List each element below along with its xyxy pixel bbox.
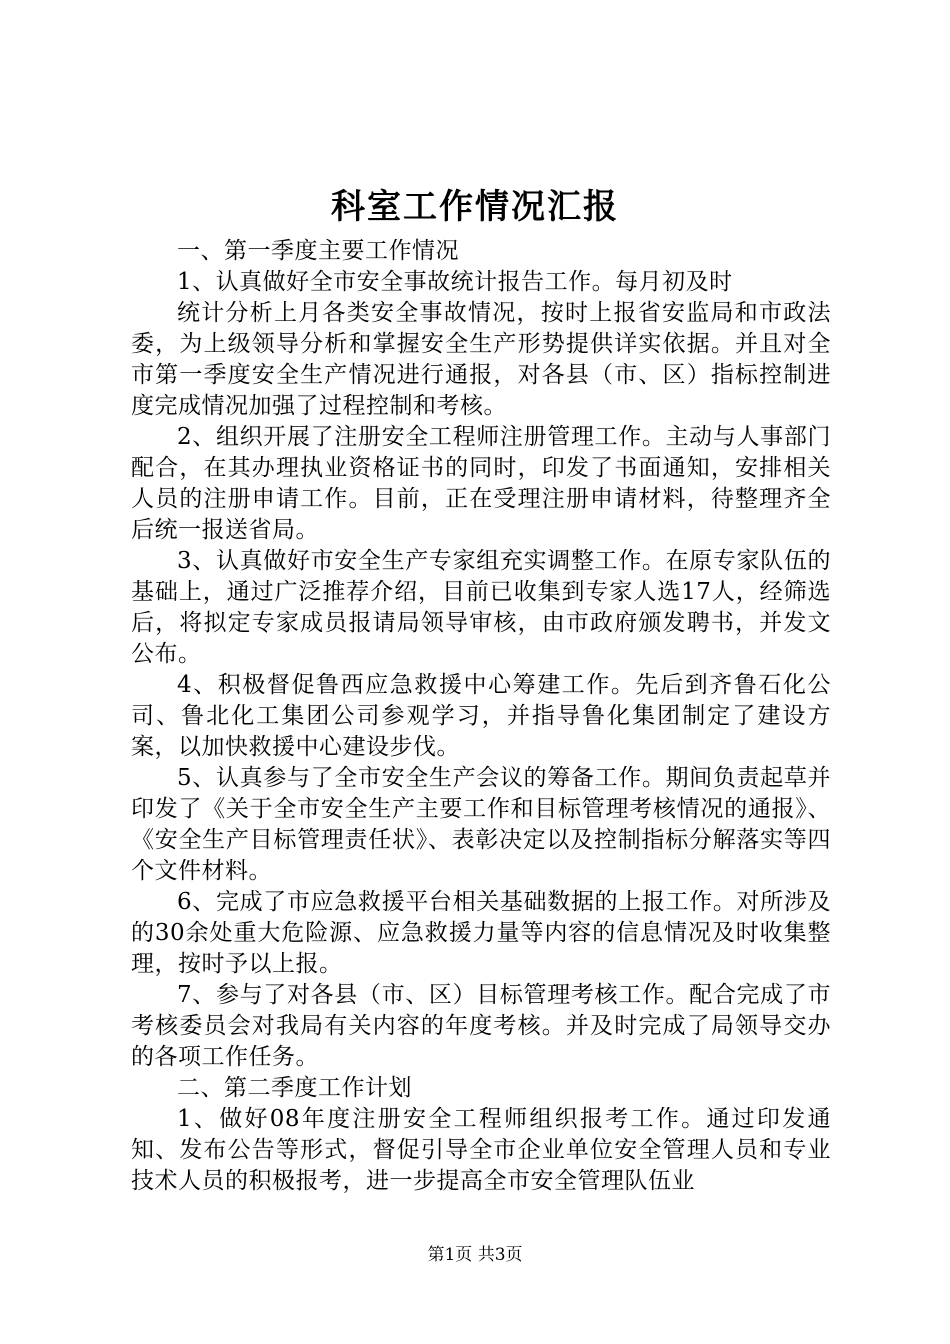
paragraph-q2-1: 1、做好08年度注册安全工程师组织报考工作。通过印发通知、发布公告等形式，督促引导全市企业单位安全管理人员和专业技术人员的积极报考，进一步提高全市安全管理队伍业 <box>131 1106 831 1194</box>
section-heading-q2: 二、第二季度工作计划 <box>177 1075 412 1101</box>
paragraph-7: 7、参与了对各县（市、区）目标管理考核工作。配合完成了市考核委员会对我局有关内容的年度考核。并及时完成了局领导交办的各项工作任务。 <box>131 982 831 1070</box>
page-number-footer: 第1页 共3页 <box>427 1245 523 1265</box>
document-body <box>131 236 831 1197</box>
document-title: 科室工作情况汇报 <box>331 187 619 227</box>
paragraph-5: 5、认真参与了全市安全生产会议的筹备工作。期间负责起草并印发了《关于全市安全生产主要工作和目标管理考核情况的通报》、《安全生产目标管理责任状》、表彰决定以及控制指标分解落实等四个文件材料。 <box>131 765 831 884</box>
paragraph-1: 1、认真做好全市安全事故统计报告工作。每月初及时 <box>177 269 733 295</box>
paragraph-6: 6、完成了市应急救援平台相关基础数据的上报工作。对所涉及的30余处重大危险源、应急救援力量等内容的信息情况及时收集整理，按时予以上报。 <box>131 889 831 977</box>
paragraph-2: 2、组织开展了注册安全工程师注册管理工作。主动与人事部门配合，在其办理执业资格证书的同时，印发了书面通知，安排相关人员的注册申请工作。目前，正在受理注册申请材料，待整理齐全后统一报送省局。 <box>131 424 831 543</box>
paragraph-4: 4、积极督促鲁西应急救援中心筹建工作。先后到齐鲁石化公司、鲁北化工集团公司参观学习，并指导鲁化集团制定了建设方案，以加快救援中心建设步伐。 <box>131 672 831 760</box>
paragraph-3: 3、认真做好市安全生产专家组充实调整工作。在原专家队伍的基础上，通过广泛推荐介绍，目前已收集到专家人选17人，经筛选后，将拟定专家成员报请局领导审核，由市政府颁发聘书，并发文公布。 <box>131 548 831 667</box>
paragraph-1-continued: 统计分析上月各类安全事故情况，按时上报省安监局和市政法委，为上级领导分析和掌握安全生产形势提供详实依据。并且对全市第一季度安全生产情况进行通报，对各县（市、区）指标控制进度完成情况加强了过程控制和考核。 <box>131 300 831 419</box>
section-heading-q1: 一、第一季度主要工作情况 <box>177 238 459 264</box>
